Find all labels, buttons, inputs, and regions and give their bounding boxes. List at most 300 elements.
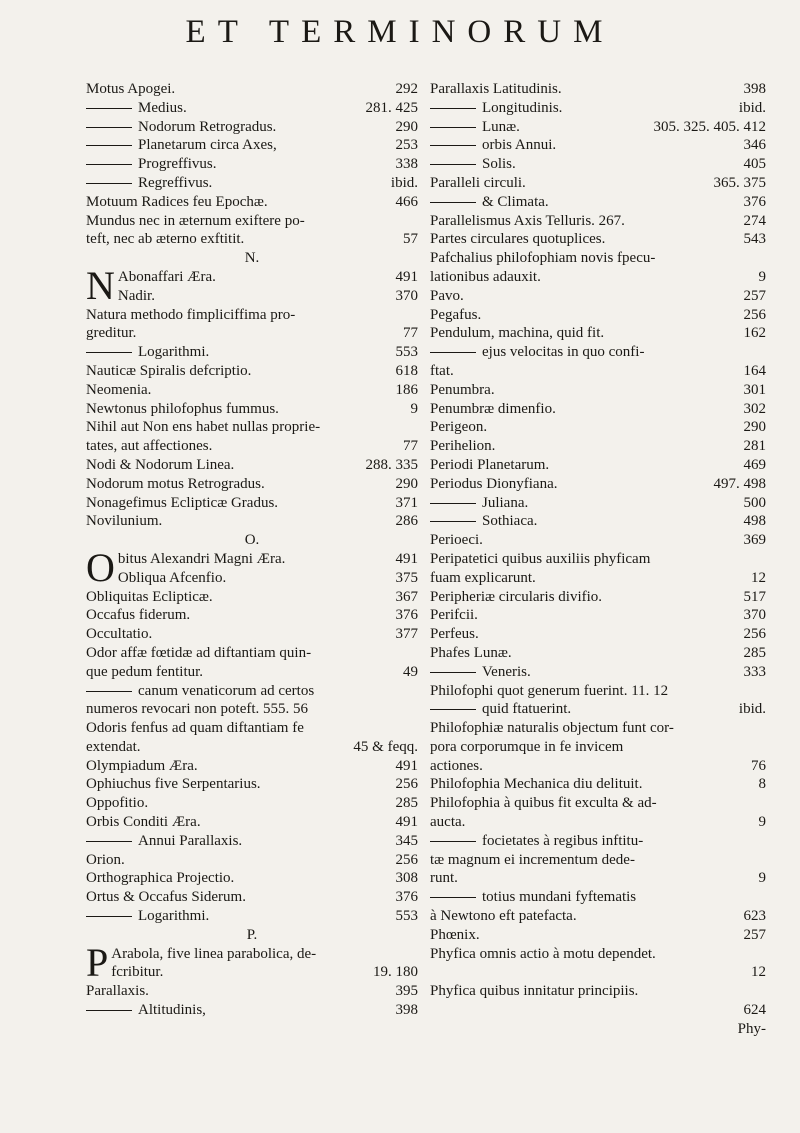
index-entry: [430, 287, 766, 306]
entry-term: Longitudinis.: [430, 99, 733, 118]
entry-term: Oppofitio.: [86, 795, 149, 812]
entry-page: 491: [395, 268, 418, 285]
section-letter: [86, 926, 418, 945]
entry-term: Juliana.: [430, 494, 738, 513]
index-entry: [430, 945, 766, 964]
index-entry: [430, 99, 766, 118]
entry-page: 281. 425: [365, 99, 418, 116]
index-entry: [430, 118, 766, 137]
entry-term: tates, aut affectiones.: [86, 438, 213, 455]
index-entry: [430, 832, 766, 851]
left-column: [86, 80, 418, 1020]
index-entry: [86, 494, 418, 513]
entry-term: Obliqua Afcenfio.: [117, 569, 227, 586]
index-entry: [430, 212, 766, 231]
index-entry: [86, 456, 418, 475]
index-entry: [118, 287, 418, 306]
entry-term: Medius.: [86, 99, 360, 118]
entry-page: 376: [395, 889, 418, 906]
entry-page: 367: [395, 588, 418, 605]
entry-page: 19. 180: [373, 964, 418, 981]
entry-term: Pendulum, machina, quid fit.: [430, 325, 605, 342]
entry-term: Nauticæ Spiralis defcriptio.: [86, 362, 252, 379]
ditto-dash: [430, 841, 476, 842]
entry-page: ibid.: [390, 174, 418, 191]
entry-page: 281: [743, 438, 766, 455]
index-entry: [86, 738, 418, 757]
index-entry: [430, 926, 766, 945]
ditto-dash: [430, 202, 476, 203]
index-entry: [86, 606, 418, 625]
entry-page: 290: [395, 475, 418, 492]
entry-page: 618: [395, 362, 418, 379]
ditto-dash: [430, 352, 476, 353]
index-entry: [86, 362, 418, 381]
entry-page: 162: [743, 325, 766, 342]
entry-page: 553: [395, 344, 418, 361]
entry-page: 77: [403, 438, 418, 455]
ditto-dash: [86, 183, 132, 184]
entry-page: 45 & feqq.: [353, 738, 418, 755]
entry-term: Occultatio.: [86, 626, 153, 643]
index-entry: [430, 550, 766, 569]
index-entry: [86, 851, 418, 870]
entry-term: Pegafus.: [430, 306, 482, 323]
drop-cap-entry: [86, 550, 418, 588]
index-entry: [86, 794, 418, 813]
entry-term: Arabola, five linea parabolica, de-: [111, 945, 317, 962]
entry-page: Phy-: [737, 1020, 766, 1037]
drop-cap-body: [118, 550, 418, 588]
entry-term: Obliquitas Eclipticæ.: [86, 588, 213, 605]
entry-term: greditur.: [86, 325, 137, 342]
entry-page: 257: [743, 287, 766, 304]
entry-page: 9: [758, 814, 766, 831]
index-entry: [430, 324, 766, 343]
index-entry: [430, 193, 766, 212]
entry-page: 290: [743, 419, 766, 436]
index-entry: [86, 136, 418, 155]
entry-term: Occafus fiderum.: [86, 607, 191, 624]
entry-term: fcribitur.: [111, 964, 164, 981]
entry-term: actiones.: [430, 757, 483, 774]
index-entry: [86, 832, 418, 851]
entry-term: fuam explicarunt.: [430, 569, 536, 586]
ditto-dash: [430, 897, 476, 898]
index-entry: [111, 963, 418, 982]
ditto-dash: [86, 164, 132, 165]
entry-page: 290: [395, 118, 418, 135]
section-letter-text: N.: [244, 250, 260, 267]
entry-page: 553: [395, 908, 418, 925]
entry-page: 49: [403, 663, 418, 680]
entry-term: Perioeci.: [430, 532, 483, 549]
index-entry: [430, 136, 766, 155]
entry-term: Lunæ.: [430, 118, 648, 137]
entry-page: 301: [743, 381, 766, 398]
index-entry: [430, 362, 766, 381]
ditto-dash: [430, 108, 476, 109]
entry-page: 9: [410, 400, 418, 417]
entry-term: Planetarum circa Axes,: [86, 136, 390, 155]
index-entry: [430, 475, 766, 494]
entry-page: 469: [743, 456, 766, 473]
entry-term: Nodi & Nodorum Linea.: [86, 456, 235, 473]
ditto-dash: [86, 108, 132, 109]
index-entry: [430, 963, 766, 982]
entry-term: Periodus Dionyfiana.: [430, 475, 558, 492]
drop-cap-entry: [86, 268, 418, 306]
ditto-dash: [86, 841, 132, 842]
ditto-dash: [86, 1010, 132, 1011]
index-entry: [430, 757, 766, 776]
entry-page: 346: [743, 137, 766, 154]
entry-page: 395: [395, 983, 418, 1000]
entry-page: 338: [395, 156, 418, 173]
index-entry: [86, 644, 418, 663]
entry-page: 370: [743, 607, 766, 624]
entry-page: 253: [395, 137, 418, 154]
entry-page: 500: [743, 494, 766, 511]
entry-term: Nadir.: [117, 287, 155, 304]
entry-term: extendat.: [86, 738, 141, 755]
index-entry: [430, 512, 766, 531]
index-entry: [86, 512, 418, 531]
entry-term: Phœnix.: [430, 926, 480, 943]
entry-page: 333: [743, 663, 766, 680]
entry-term: Peripatetici quibus auxiliis phyficam: [430, 550, 651, 567]
entry-page: 371: [395, 494, 418, 511]
index-entry: [86, 155, 418, 174]
drop-cap: O: [86, 549, 115, 588]
entry-term: Nihil aut Non ens habet nullas proprie-: [86, 419, 321, 436]
entry-page: 498: [743, 513, 766, 530]
entry-page: 398: [395, 1002, 418, 1019]
entry-term: Nodorum motus Retrogradus.: [86, 475, 265, 492]
index-entry: [430, 268, 766, 287]
ditto-dash: [86, 916, 132, 917]
entry-term: runt.: [430, 870, 458, 887]
ditto-dash: [430, 709, 476, 710]
entry-term: Phyfica quibus innitatur principiis.: [430, 983, 639, 1000]
index-entry: [86, 775, 418, 794]
entry-page: 285: [743, 644, 766, 661]
page-header: ET TERMINORUM: [185, 14, 615, 50]
entry-term: Peripheriæ circularis divifio.: [430, 588, 603, 605]
index-entry: [430, 381, 766, 400]
entry-page: 305. 325. 405. 412: [653, 118, 766, 135]
index-entry: [430, 155, 766, 174]
entry-page: 186: [395, 381, 418, 398]
entry-term: Parallaxis Latitudinis.: [430, 81, 562, 97]
entry-term: à Newtono eft patefacta.: [430, 908, 577, 925]
drop-cap-body: [118, 268, 418, 306]
drop-cap-entry: [86, 945, 418, 983]
entry-page: 57: [403, 231, 418, 248]
entry-page: 9: [758, 870, 766, 887]
entry-page: 517: [743, 588, 766, 605]
index-entry: [430, 249, 766, 268]
drop-cap: P: [86, 944, 109, 983]
index-entry: [430, 851, 766, 870]
index-entry: [86, 306, 418, 325]
entry-term: Penumbræ dimenfio.: [430, 400, 556, 417]
entry-term: quid ftatuerint.: [430, 700, 733, 719]
entry-term: Odoris fenfus ad quam diftantiam fe: [86, 720, 304, 737]
entry-term: Pafchalius philofophiam novis fpecu-: [430, 250, 656, 267]
entry-term: numeros revocari non poteft. 555. 56: [86, 701, 309, 718]
index-entry: [430, 738, 766, 757]
index-entry: [430, 437, 766, 456]
entry-term: Paralleli circuli.: [430, 174, 526, 191]
section-letter-text: P.: [246, 926, 258, 943]
entry-page: 256: [395, 851, 418, 868]
index-entry: [86, 437, 418, 456]
index-entry: [430, 230, 766, 249]
index-entry: [86, 663, 418, 682]
entry-page: 76: [751, 757, 766, 774]
entry-term: Mundus nec in æternum exiftere po-: [86, 212, 305, 229]
entry-term: Philofophia Mechanica diu delituit.: [430, 776, 643, 793]
ditto-dash: [86, 145, 132, 146]
entry-term: Natura methodo fimpliciffima pro-: [86, 306, 296, 323]
entry-term: focietates à regibus inftitu-: [430, 832, 760, 851]
ditto-dash: [430, 672, 476, 673]
index-entry: [430, 794, 766, 813]
ditto-dash: [430, 503, 476, 504]
drop-cap-body: [111, 945, 418, 983]
entry-term: bitus Alexandri Magni Æra.: [117, 550, 286, 567]
entry-term: tæ magnum ei incrementum dede-: [430, 851, 635, 868]
entry-term: Abonaffari Æra.: [117, 268, 216, 285]
index-entry: [430, 306, 766, 325]
index-entry: [118, 569, 418, 588]
index-entry: [118, 268, 418, 287]
entry-page: 164: [743, 362, 766, 379]
entry-term: Altitudinis,: [86, 1001, 390, 1020]
entry-page: 12: [751, 964, 766, 981]
index-entry: [86, 174, 418, 193]
entry-term: totius mundani fyftematis: [430, 888, 760, 907]
index-entry: [86, 719, 418, 738]
entry-term: Ortus & Occafus Siderum.: [86, 889, 246, 906]
entry-page: 377: [395, 626, 418, 643]
entry-page: 497. 498: [713, 475, 766, 492]
index-entry: [86, 400, 418, 419]
entry-term: Veneris.: [430, 663, 738, 682]
section-letter: [86, 249, 418, 268]
index-entry: [430, 606, 766, 625]
entry-term: & Climata.: [430, 193, 738, 212]
index-entry: [86, 682, 418, 701]
entry-page: 285: [395, 795, 418, 812]
index-entry: [86, 230, 418, 249]
entry-page: 405: [743, 156, 766, 173]
ditto-dash: [430, 521, 476, 522]
index-entry: [430, 174, 766, 193]
ditto-dash: [430, 145, 476, 146]
section-letter-text: O.: [244, 532, 260, 549]
entry-term: Philofophi quot generum fuerint. 11. 12: [430, 682, 669, 699]
index-entry: [430, 775, 766, 794]
index-entry: [86, 118, 418, 137]
index-entry: [86, 907, 418, 926]
entry-term: ftat.: [430, 362, 454, 379]
index-entry: [430, 663, 766, 682]
ditto-dash: [430, 127, 476, 128]
index-entry: [86, 99, 418, 118]
index-entry: [430, 588, 766, 607]
entry-term: Regreffivus.: [86, 174, 385, 193]
entry-page: ibid.: [738, 99, 766, 116]
entry-term: Olympiadum Æra.: [86, 757, 198, 774]
entry-term: ejus velocitas in quo confi-: [430, 343, 760, 362]
index-entry: [86, 1001, 418, 1020]
entry-page: 543: [743, 231, 766, 248]
index-entry: [430, 682, 766, 701]
entry-term: Motuum Radices feu Epochæ.: [86, 193, 268, 210]
ditto-dash: [430, 164, 476, 165]
entry-term: Neomenia.: [86, 381, 152, 398]
index-entry: [430, 982, 766, 1001]
entry-term: Penumbra.: [430, 381, 495, 398]
index-entry: [86, 381, 418, 400]
entry-term: Perigeon.: [430, 419, 488, 436]
entry-page: 292: [395, 81, 418, 97]
entry-page: 77: [403, 325, 418, 342]
entry-page: 345: [395, 832, 418, 849]
entry-page: 624: [743, 1002, 766, 1019]
entry-page: 256: [743, 306, 766, 323]
entry-page: 491: [395, 757, 418, 774]
index-entry: [118, 550, 418, 569]
entry-term: Parallelismus Axis Telluris. 267.: [430, 212, 625, 229]
index-entry: [430, 700, 766, 719]
index-entry: [430, 1001, 766, 1020]
entry-term: lationibus adauxit.: [430, 268, 541, 285]
entry-term: Parallaxis.: [86, 983, 149, 1000]
entry-page: 286: [395, 513, 418, 530]
index-entry: [86, 757, 418, 776]
entry-term: Partes circulares quotuplices.: [430, 231, 606, 248]
index-entry: [86, 982, 418, 1001]
entry-term: Orthographica Projectio.: [86, 870, 235, 887]
entry-term: Orion.: [86, 851, 125, 868]
ditto-dash: [86, 352, 132, 353]
entry-term: Pavo.: [430, 287, 464, 304]
entry-page: 491: [395, 550, 418, 567]
entry-term: Perfeus.: [430, 626, 479, 643]
entry-page: 12: [751, 569, 766, 586]
entry-term: Philofophia à quibus fit exculta & ad-: [430, 795, 657, 812]
entry-page: 491: [395, 814, 418, 831]
entry-page: 365. 375: [713, 174, 766, 191]
entry-term: Phafes Lunæ.: [430, 644, 512, 661]
entry-page: 376: [395, 607, 418, 624]
entry-term: Logarithmi.: [86, 907, 390, 926]
index-entry: [86, 588, 418, 607]
index-entry: [86, 212, 418, 231]
entry-term: Phyfica omnis actio à motu dependet.: [430, 945, 656, 962]
entry-term: Philofophiæ naturalis objectum funt cor-: [430, 720, 674, 737]
index-entry: [430, 80, 766, 99]
entry-term: Motus Apogei.: [86, 81, 176, 97]
index-entry: [430, 400, 766, 419]
entry-term: Perihelion.: [430, 438, 496, 455]
index-entry: [430, 888, 766, 907]
index-entry: [86, 888, 418, 907]
index-entry: [430, 343, 766, 362]
entry-term: Orbis Conditi Æra.: [86, 814, 201, 831]
entry-page: 8: [758, 776, 766, 793]
entry-term: que pedum fentitur.: [86, 663, 204, 680]
entry-term: Perifcii.: [430, 607, 478, 624]
entry-term: Odor affæ fœtidæ ad diftantiam quin-: [86, 644, 312, 661]
entry-term: Solis.: [430, 155, 738, 174]
entry-term: Periodi Planetarum.: [430, 456, 550, 473]
entry-term: Sothiaca.: [430, 512, 738, 531]
entry-term: pora corporumque in fe invicem: [430, 738, 624, 755]
index-entry: [86, 193, 418, 212]
entry-term: teft, nec ab æterno exftitit.: [86, 231, 245, 248]
entry-term: orbis Annui.: [430, 136, 738, 155]
entry-term: Novilunium.: [86, 513, 163, 530]
entry-page: 369: [743, 532, 766, 549]
entry-page: 308: [395, 870, 418, 887]
entry-term: Progreffivus.: [86, 155, 390, 174]
index-entry: [430, 907, 766, 926]
entry-term: Nodorum Retrogradus.: [86, 118, 390, 137]
right-column: [430, 80, 766, 1039]
entry-page: 375: [395, 569, 418, 586]
entry-page: 376: [743, 193, 766, 210]
index-entry: [430, 531, 766, 550]
entry-page: 302: [743, 400, 766, 417]
index-entry: [430, 456, 766, 475]
entry-page: 623: [743, 908, 766, 925]
entry-term: Newtonus philofophus fummus.: [86, 400, 279, 417]
entry-term: Annui Parallaxis.: [86, 832, 390, 851]
ditto-dash: [86, 691, 132, 692]
ditto-dash: [86, 127, 132, 128]
index-entry: [430, 1020, 766, 1039]
index-entry: [430, 719, 766, 738]
entry-page: 274: [743, 212, 766, 229]
entry-page: ibid.: [738, 701, 766, 718]
entry-page: 466: [395, 193, 418, 210]
entry-page: 398: [743, 81, 766, 97]
entry-page: 370: [395, 287, 418, 304]
index-entry: [430, 813, 766, 832]
index-entry: [430, 569, 766, 588]
index-entry: [86, 625, 418, 644]
entry-term: Logarithmi.: [86, 343, 390, 362]
entry-term: canum venaticorum ad certos: [86, 682, 412, 701]
index-entry: [86, 475, 418, 494]
entry-page: 256: [395, 776, 418, 793]
index-entry: [86, 418, 418, 437]
index-entry: [111, 945, 418, 964]
section-letter: [86, 531, 418, 550]
index-entry: [430, 494, 766, 513]
drop-cap: N: [86, 267, 115, 306]
index-entry: [430, 418, 766, 437]
index-entry: [86, 343, 418, 362]
index-entry: [86, 80, 418, 99]
index-entry: [430, 644, 766, 663]
entry-page: 257: [743, 926, 766, 943]
entry-term: Ophiuchus five Serpentarius.: [86, 776, 261, 793]
